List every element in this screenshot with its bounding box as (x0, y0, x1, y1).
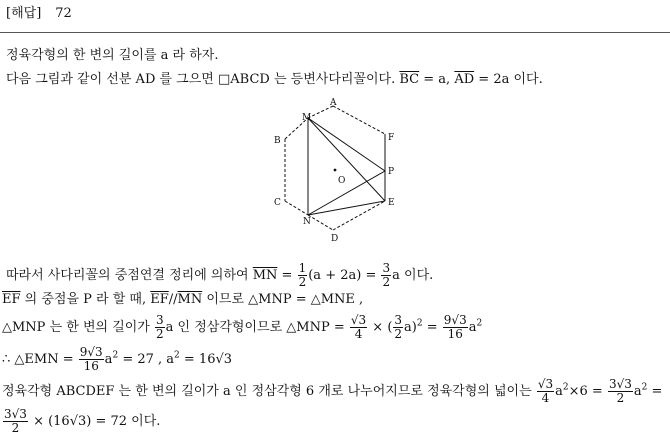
line3-eq: = (281, 268, 293, 283)
header-divider (0, 32, 670, 33)
parallel-symbol: // (168, 292, 178, 307)
superscript-2d: 2 (174, 350, 180, 361)
superscript-2: 2 (416, 318, 423, 329)
superscript-2c: 2 (112, 350, 119, 361)
center-point (334, 169, 337, 172)
segment-mp (308, 118, 385, 171)
edge-cn (285, 201, 308, 215)
line4-part-b: 의 중점을 P 라 할 때, (24, 292, 147, 307)
line3-part-e: a 이다. (392, 268, 434, 283)
line4-part-f: 이므로 △MNP = △MNE , (206, 292, 364, 307)
label-a: A (330, 98, 337, 108)
fraction-half: $\frac{1}{2}$ (298, 261, 307, 289)
segment-mn-label-2: $\overline{MN}$ (177, 292, 203, 307)
fraction-three-half-2: $\frac{3}{2}$ (156, 313, 164, 341)
line3-part-a: 따라서 사다리꼴의 중점연결 정리에 의하여 (6, 268, 249, 283)
text-line-2 (6, 72, 543, 88)
line6-part-a: ∴ △EMN = (2, 352, 74, 367)
line2-part-a: 다음 그림과 같이 선분 AD 를 그으면 □ABCD 는 등변사다리꼴이다. (6, 72, 396, 87)
text-line-8 (2, 408, 160, 435)
solution-label: [해답] (6, 6, 42, 21)
line6-part-c: = 27 , a (122, 352, 175, 367)
edge-nd (308, 215, 333, 230)
hexagon-figure (262, 96, 412, 246)
line2-part-c: = a, (423, 72, 451, 87)
fraction-three-half: $\frac{3}{2}$ (382, 261, 391, 289)
line3-part-d: (a + 2a) = (308, 268, 377, 283)
text-line-7 (2, 378, 662, 405)
fraction-3sqrt3-2: $\frac{3√3}{2}$ (608, 377, 632, 405)
label-b: B (274, 136, 281, 146)
label-n: N (303, 217, 311, 227)
label-p: P (388, 167, 395, 177)
superscript-2b: 2 (476, 318, 483, 329)
label-o: O (338, 176, 346, 186)
label-f: F (388, 133, 395, 143)
label-d: D (331, 234, 339, 244)
line7-part-b: a (555, 384, 563, 399)
fraction-9sqrt3-16-b: $\frac{9√3}{16}$ (79, 345, 103, 373)
text-line-3 (6, 262, 433, 289)
fraction-sqrt3-4-b: $\frac{√3}{4}$ (537, 377, 554, 405)
line6-part-b: a (104, 352, 113, 367)
line7-part-c: ×6 = (568, 384, 603, 399)
segment-me (308, 118, 385, 201)
text-line-4 (2, 292, 363, 308)
line5-eq: = (426, 320, 438, 335)
solution-header (6, 2, 72, 21)
line5-part-f: a (468, 320, 477, 335)
line8-part-a: × (16√3) = 72 이다. (33, 414, 161, 429)
segment-bc: $\overline{BC}$ (399, 72, 420, 87)
line7-eq: = (651, 384, 663, 399)
segment-ef-label-2: $\overline{EF}$ (150, 292, 169, 307)
line6-part-d: = 16√3 (183, 352, 233, 367)
label-c: C (274, 198, 281, 208)
line5-part-b: a 인 정삼각형이므로 △MNP = (165, 320, 345, 335)
line7-part-d: a (633, 384, 642, 399)
text-line-6 (2, 346, 232, 373)
line5-part-c: × ( (372, 320, 393, 335)
answer-value: 72 (55, 6, 72, 21)
text-line-1: 정육각형의 한 변의 길이를 a 라 하자. (6, 48, 219, 63)
label-e: E (388, 198, 395, 208)
line5-part-a: △MNP 는 한 변의 길이가 (2, 320, 150, 335)
fraction-9sqrt3-16: $\frac{9√3}{16}$ (443, 313, 467, 341)
edge-af (333, 106, 385, 134)
segment-ef-label: $\overline{EF}$ (2, 292, 21, 307)
superscript-2f: 2 (641, 382, 648, 393)
line7-part-a: 정육각형 ABCDEF 는 한 변의 길이가 a 인 정삼각형 6 개로 나누어지므로 정육각형의 넓이는 (2, 384, 532, 399)
fraction-sqrt3-4: $\frac{√3}{4}$ (350, 313, 367, 341)
label-m: M (302, 113, 312, 123)
segment-mn-label: $\overline{MN}$ (252, 268, 278, 283)
fraction-3sqrt3-2-b: $\frac{3√3}{2}$ (4, 407, 27, 435)
line2-part-e: = 2a 이다. (478, 72, 543, 87)
fraction-three-half-3: $\frac{3}{2}$ (394, 313, 403, 341)
superscript-2e: 2 (562, 382, 569, 393)
line5-part-d: a) (404, 320, 417, 335)
text-line-5 (2, 314, 482, 341)
segment-ad: $\overline{AD}$ (454, 72, 475, 87)
